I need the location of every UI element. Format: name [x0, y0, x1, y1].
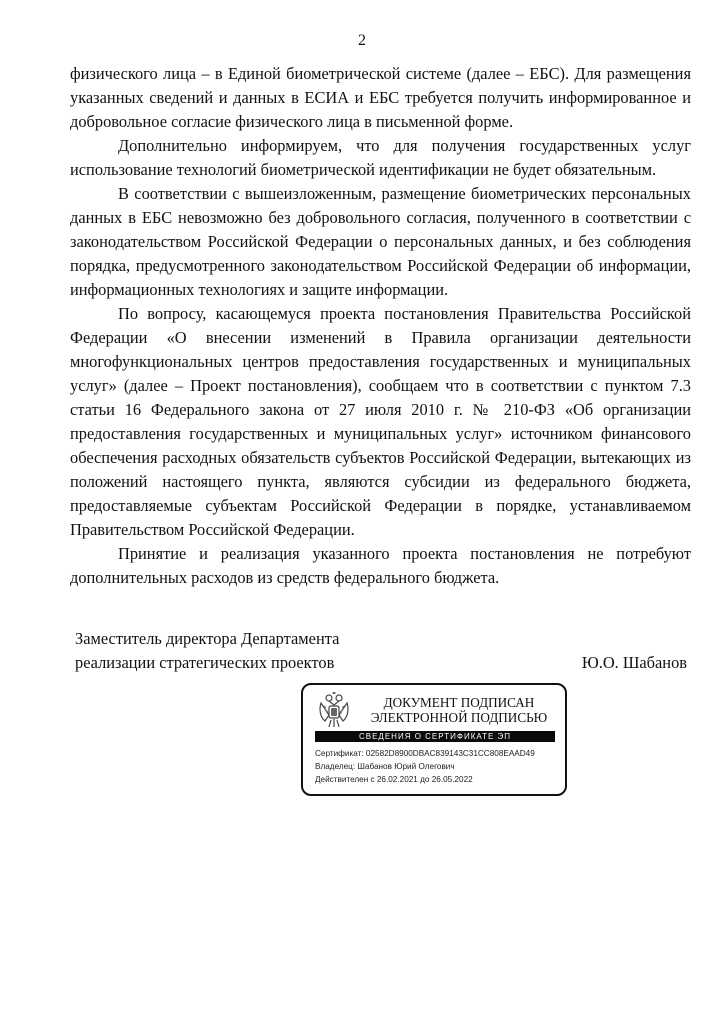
signer-name: Ю.О. Шабанов — [581, 653, 687, 672]
page-number: 2 — [358, 32, 366, 49]
certificate-info-bar: СВЕДЕНИЯ О СЕРТИФИКАТЕ ЭП — [315, 731, 555, 742]
certificate-validity: Действителен с 26.02.2021 до 26.05.2022 — [315, 775, 473, 785]
electronic-signature-stamp — [301, 683, 567, 796]
certificate-number: Сертификат: 02582D8900DBAC839143C31CC808EAAD49 — [315, 749, 535, 758]
stamp-title — [359, 695, 559, 725]
signer-position-line-1: Заместитель директора Департамента — [75, 629, 340, 648]
letter-body — [70, 62, 691, 590]
paragraph: По вопросу, касающемуся проекта постановления Правительства Российской Федерации «О внесении изменений в Правила организации деятельности многофункциональных центров предоставления государственных и муниципальных услуг» (далее – Проект постановления), сообщаем что в соответствии с пунктом 7.3 статьи 16 Федерального закона от 27 июля 2010 г. № 210-ФЗ «Об организации предоставления государственных и муниципальных услуг» источником финансового обеспечения расходных обязательств субъектов Российской Федерации, вытекающих из положений настоящего пункта, являются субсидии из федерального бюджета, предоставляемые субъектам Российской Федерации в порядке, устанавливаемом Правительством Российской Федерации. — [70, 304, 691, 539]
stamp-title-line-1: ДОКУМЕНТ ПОДПИСАН — [383, 695, 535, 710]
paragraph: Принятие и реализация указанного проекта постановления не потребуют дополнительных расходов из средств федерального бюджета. — [70, 544, 691, 587]
paragraph: Дополнительно информируем, что для получения государственных услуг использование технологий биометрической идентификации не будет обязательным. — [70, 136, 691, 179]
paragraph: В соответствии с вышеизложенным, размещение биометрических персональных данных в ЕБС невозможно без добровольного согласия, полученного в соответствии с законодательством Российской Федерации о персональных данных, и без соблюдения порядка, предусмотренного законодательством Российской Федерации об информации, информационных технологиях и защите информации. — [70, 184, 691, 299]
paragraph: физического лица – в Единой биометрической системе (далее – ЕБС). Для размещения указанных сведений и данных в ЕСИА и ЕБС требуется получить информированное и добровольное согласие физического лица в письменной форме. — [70, 64, 691, 131]
certificate-owner: Владелец: Шабанов Юрий Олегович — [315, 762, 455, 772]
stamp-title-line-2: ЭЛЕКТРОННОЙ ПОДПИСЬЮ — [370, 710, 548, 725]
russian-coat-of-arms-icon — [317, 691, 351, 731]
certificate-details — [315, 747, 565, 787]
signer-position-line-2: реализации стратегических проектов — [75, 653, 335, 672]
signature-block — [75, 627, 687, 675]
